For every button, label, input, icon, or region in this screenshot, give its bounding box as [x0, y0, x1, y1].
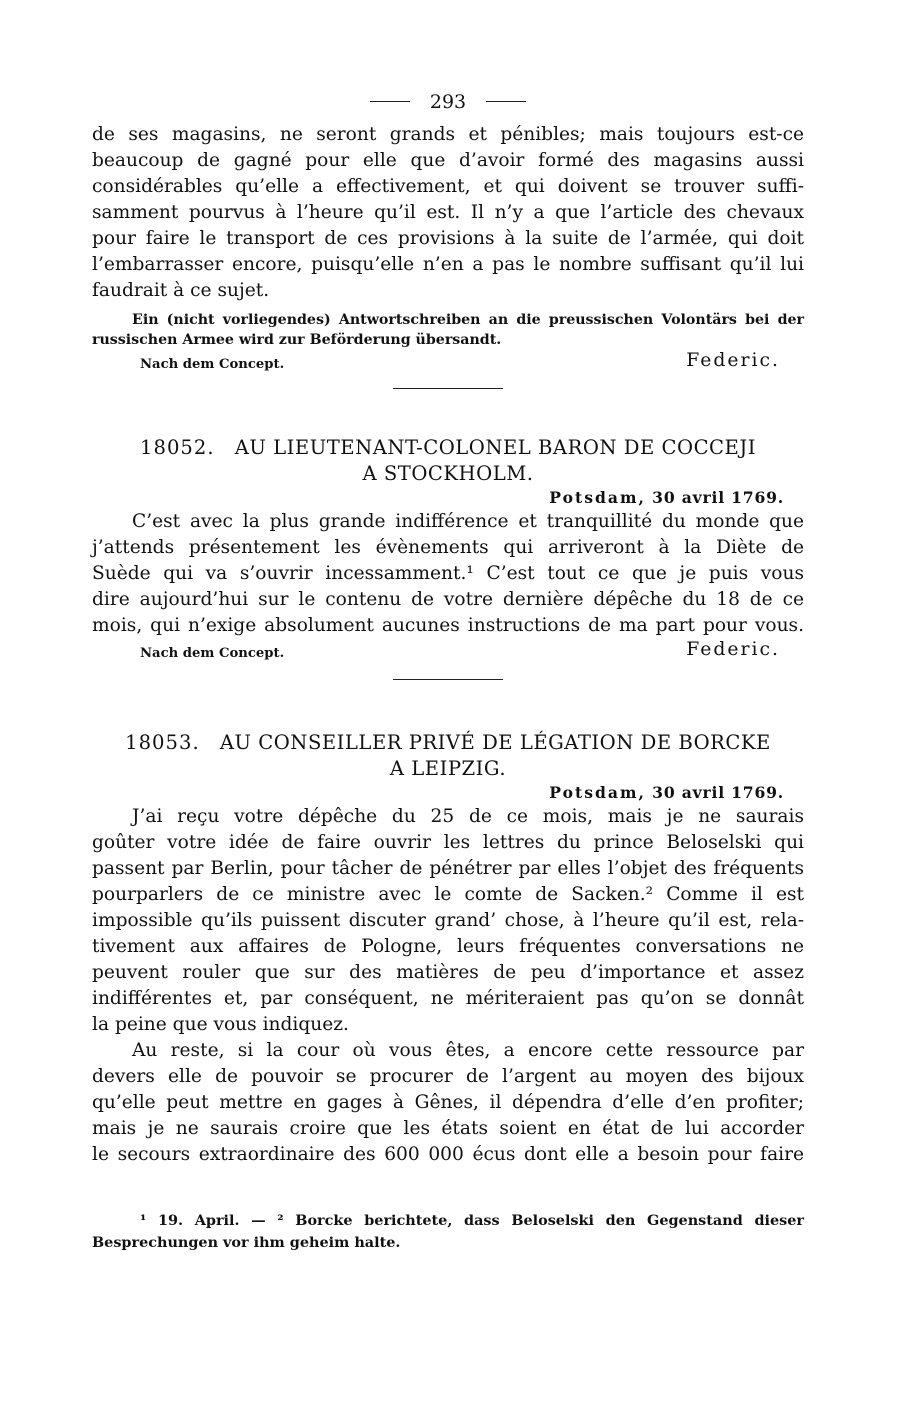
text-line: Suède qui va s’ouvrir incessamment.¹ C’est tout ce que je puis vous — [92, 563, 804, 584]
date-value: 30 avril 1769. — [652, 488, 784, 507]
text-line: l’embarrasser encore, puisqu’elle n’en a pas le nombre suffisant qu’il lui — [92, 254, 804, 275]
source-note: Nach dem Concept. — [140, 357, 285, 372]
header-rule-right — [486, 101, 526, 102]
continuation-paragraph — [92, 122, 804, 304]
text-line: dire aujourd’hui sur le contenu de votre dernière dépêche du 18 de ce — [92, 589, 804, 610]
signature: Federic. — [686, 350, 780, 371]
dateline — [92, 487, 804, 509]
letter-heading — [92, 435, 804, 461]
letter-heading-place: A STOCKHOLM. — [362, 462, 534, 485]
text-line: impossible qu’ils puissent discuter grand’ chose, à l’heure qu’il est, rela- — [92, 910, 804, 931]
note-line: Ein (nicht vorliegendes) Antwortschreiben an die preussischen Volontärs bei der — [132, 312, 804, 328]
text-line: C’est avec la plus grande indifférence et tranquillité du monde que — [132, 511, 804, 532]
text-line: mais je ne saurais croire que les états soient en état de lui accorder — [92, 1118, 804, 1139]
text-line: pour faire le transport de ces provisions à la suite de l’armée, qui doit — [92, 228, 804, 249]
letter-number: 18053. — [125, 731, 200, 754]
dateline — [92, 782, 804, 804]
letter-paragraph — [92, 804, 804, 1038]
text-line: considérables qu’elle a effectivement, et qui doivent se trouver suffi- — [92, 176, 804, 197]
source-note: Nach dem Concept. — [140, 646, 285, 661]
footnote-line: Besprechungen vor ihm geheim halte. — [92, 1234, 401, 1251]
text-line: passent par Berlin, pour tâcher de pénétrer par elles l’objet des fréquents — [92, 858, 804, 879]
page-number: 293 — [429, 91, 467, 113]
text-line: beaucoup de gagné pour elle que d’avoir formé des magasins aussi — [92, 150, 804, 171]
text-line: j’attends présentement les évènements qui arriveront à la Diète de — [92, 537, 804, 558]
letter-heading-place: A LEIPZIG. — [389, 757, 507, 780]
text-line: peuvent rouler que sur des matières de peu d’importance et assez — [92, 962, 804, 983]
addressee: AU CONSEILLER PRIVÉ DE LÉGATION DE BORCKE — [219, 731, 771, 754]
signature: Federic. — [686, 639, 780, 660]
text-line: J’ai reçu votre dépêche du 25 de ce mois, mais je ne saurais — [132, 806, 804, 827]
signature-row — [92, 350, 804, 378]
footnotes — [92, 1210, 804, 1254]
text-line: devers elle de pouvoir se procurer de l’argent au moyen des bijoux — [92, 1066, 804, 1087]
header-rule-left — [370, 101, 410, 102]
letter-paragraph — [92, 509, 804, 639]
text-line: la peine que vous indiquez. — [92, 1014, 349, 1035]
text-line: tivement aux affaires de Pologne, leurs fréquentes conversations ne — [92, 936, 804, 957]
document-page — [92, 82, 804, 1254]
text-line: mois, qui n’exige absolument aucunes instructions de ma part pour vous. — [92, 615, 804, 636]
letter-paragraph — [92, 1038, 804, 1168]
text-line: faudrait à ce sujet. — [92, 280, 270, 301]
letter-heading — [78, 730, 818, 756]
signature-row — [92, 639, 804, 667]
addressee: AU LIEUTENANT-COLONEL BARON DE COCCEJI — [234, 436, 756, 459]
text-line: qu’elle peut mettre en gages à Gênes, il dépendra d’elle d’en profiter; — [92, 1092, 804, 1113]
text-line: pourparlers de ce ministre avec le comte de Sacken.² Comme il est — [92, 884, 804, 905]
date-value: 30 avril 1769. — [652, 783, 784, 802]
letter-number: 18052. — [140, 436, 215, 459]
footnote-line: ¹ 19. April. — ² Borcke berichtete, dass Beloselski den Gegenstand dieser — [140, 1212, 804, 1229]
text-line: goûter votre idée de faire ouvrir les lettres du prince Beloselski qui — [92, 832, 804, 853]
note-line: russischen Armee wird zur Beförderung übersandt. — [92, 332, 502, 348]
editorial-note-cont — [92, 330, 804, 350]
text-line: de ses magasins, ne seront grands et pénibles; mais toujours est-ce — [92, 124, 804, 145]
text-line: le secours extraordinaire des 600 000 écus dont elle a besoin pour faire — [92, 1144, 804, 1165]
editorial-note — [92, 310, 804, 330]
text-line: samment pourvus à l’heure qu’il est. Il n’y a que l’article des chevaux — [92, 202, 804, 223]
date-place: Potsdam, — [549, 488, 646, 507]
page-header — [92, 82, 804, 122]
date-place: Potsdam, — [549, 783, 646, 802]
text-line: indifférentes et, par conséquent, ne mériteraient pas qu’on se donnât — [92, 988, 804, 1009]
text-line: Au reste, si la cour où vous êtes, a encore cette ressource par — [132, 1040, 804, 1061]
